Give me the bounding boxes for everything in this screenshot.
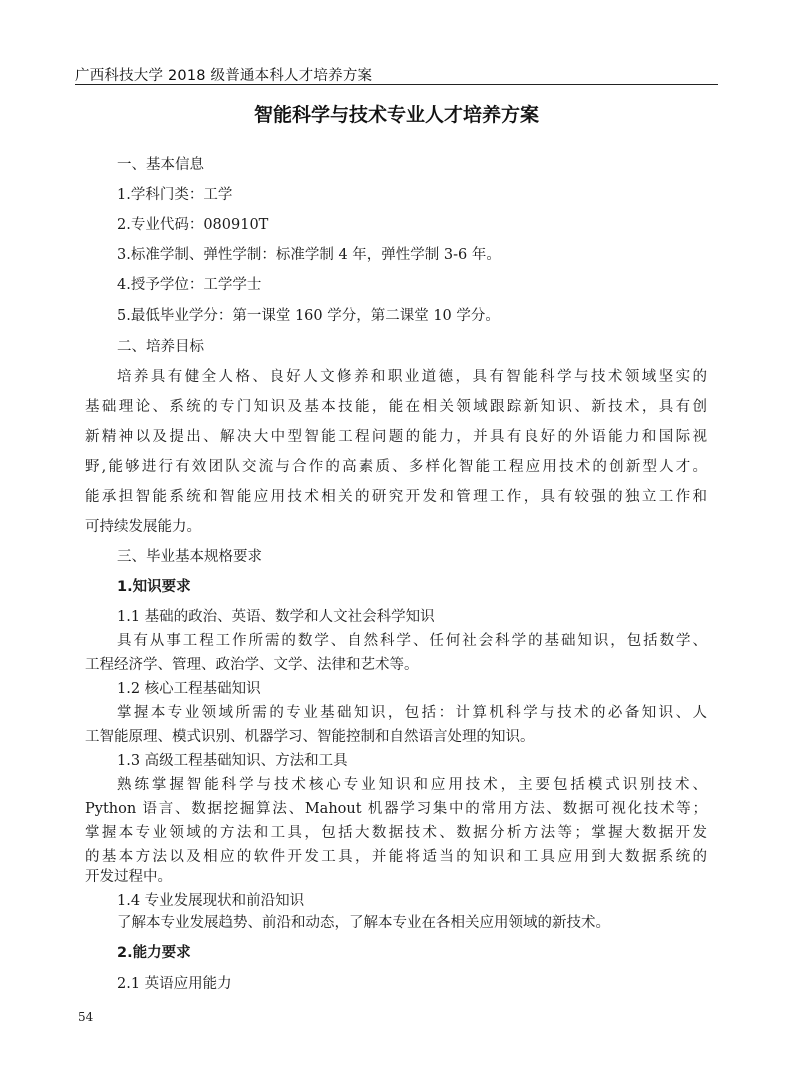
item-heading-1-4: 1.4 专业发展现状和前沿知识: [117, 893, 305, 909]
section-heading-objectives: 二、培养目标: [117, 339, 204, 355]
info-item-degree: 4.授予学位：工学学士: [117, 277, 262, 293]
section-heading-requirements: 三、毕业基本规格要求: [117, 549, 262, 565]
header-rule: [75, 84, 718, 85]
subsection-heading-knowledge: 1.知识要求: [117, 579, 191, 595]
paragraph-line: 能承担智能系统和智能应用技术相关的研究开发和管理工作，具有较强的独立工作和: [85, 489, 707, 505]
info-item-duration: 3.标准学制、弹性学制：标准学制 4 年，弹性学制 3-6 年。: [117, 247, 501, 263]
paragraph-line: 具有从事工程工作所需的数学、自然科学、任何社会科学的基础知识，包括数学、: [117, 633, 707, 649]
item-heading-1-3: 1.3 高级工程基础知识、方法和工具: [117, 753, 348, 769]
paragraph-line: 熟练掌握智能科学与技术核心专业知识和应用技术，主要包括模式识别技术、: [117, 777, 707, 793]
item-heading-2-1: 2.1 英语应用能力: [117, 976, 232, 992]
paragraph-line: 的基本方法以及相应的软件开发工具，并能将适当的知识和工具应用到大数据系统的: [85, 849, 707, 865]
paragraph-line: 新精神以及提出、解决大中型智能工程问题的能力，并具有良好的外语能力和国际视: [85, 429, 707, 445]
paragraph-line: 工智能原理、模式识别、机器学习、智能控制和自然语言处理的知识。: [85, 729, 535, 745]
item-heading-1-2: 1.2 核心工程基础知识: [117, 681, 261, 697]
running-header: 广西科技大学 2018 级普通本科人才培养方案: [75, 68, 373, 84]
paragraph-line: 基础理论、系统的专门知识及基本技能，能在相关领域跟踪新知识、新技术，具有创: [85, 399, 707, 415]
paragraph-line: 掌握本专业领域的方法和工具，包括大数据技术、数据分析方法等；掌握大数据开发: [85, 825, 707, 841]
subsection-heading-ability: 2.能力要求: [117, 945, 191, 961]
paragraph-line: Python 语言、数据挖掘算法、Mahout 机器学习集中的常用方法、数据可视化技术等；: [85, 801, 707, 817]
document-title: 智能科学与技术专业人才培养方案: [253, 104, 539, 126]
paragraph-line: 工程经济学、管理、政治学、文学、法律和艺术等。: [85, 657, 419, 673]
info-item-discipline: 1.学科门类：工学: [117, 187, 233, 203]
info-item-credits: 5.最低毕业学分：第一课堂 160 学分，第二课堂 10 学分。: [117, 308, 500, 324]
paragraph-line: 野,能够进行有效团队交流与合作的高素质、多样化智能工程应用技术的创新型人才。: [85, 459, 707, 475]
item-heading-1-1: 1.1 基础的政治、英语、数学和人文社会科学知识: [117, 609, 435, 625]
page-number: 54: [78, 1010, 94, 1024]
paragraph-line: 了解本专业发展趋势、前沿和动态，了解本专业在各相关应用领域的新技术。: [117, 915, 610, 931]
paragraph-line: 培养具有健全人格、良好人文修养和职业道德，具有智能科学与技术领域坚实的: [117, 369, 707, 385]
info-item-major-code: 2.专业代码：080910T: [117, 217, 269, 233]
paragraph-line: 开发过程中。: [85, 869, 172, 885]
section-heading-basic-info: 一、基本信息: [117, 157, 204, 173]
paragraph-line: 掌握本专业领域所需的专业基础知识，包括：计算机科学与技术的必备知识、人: [117, 705, 707, 721]
paragraph-line: 可持续发展能力。: [85, 519, 201, 535]
